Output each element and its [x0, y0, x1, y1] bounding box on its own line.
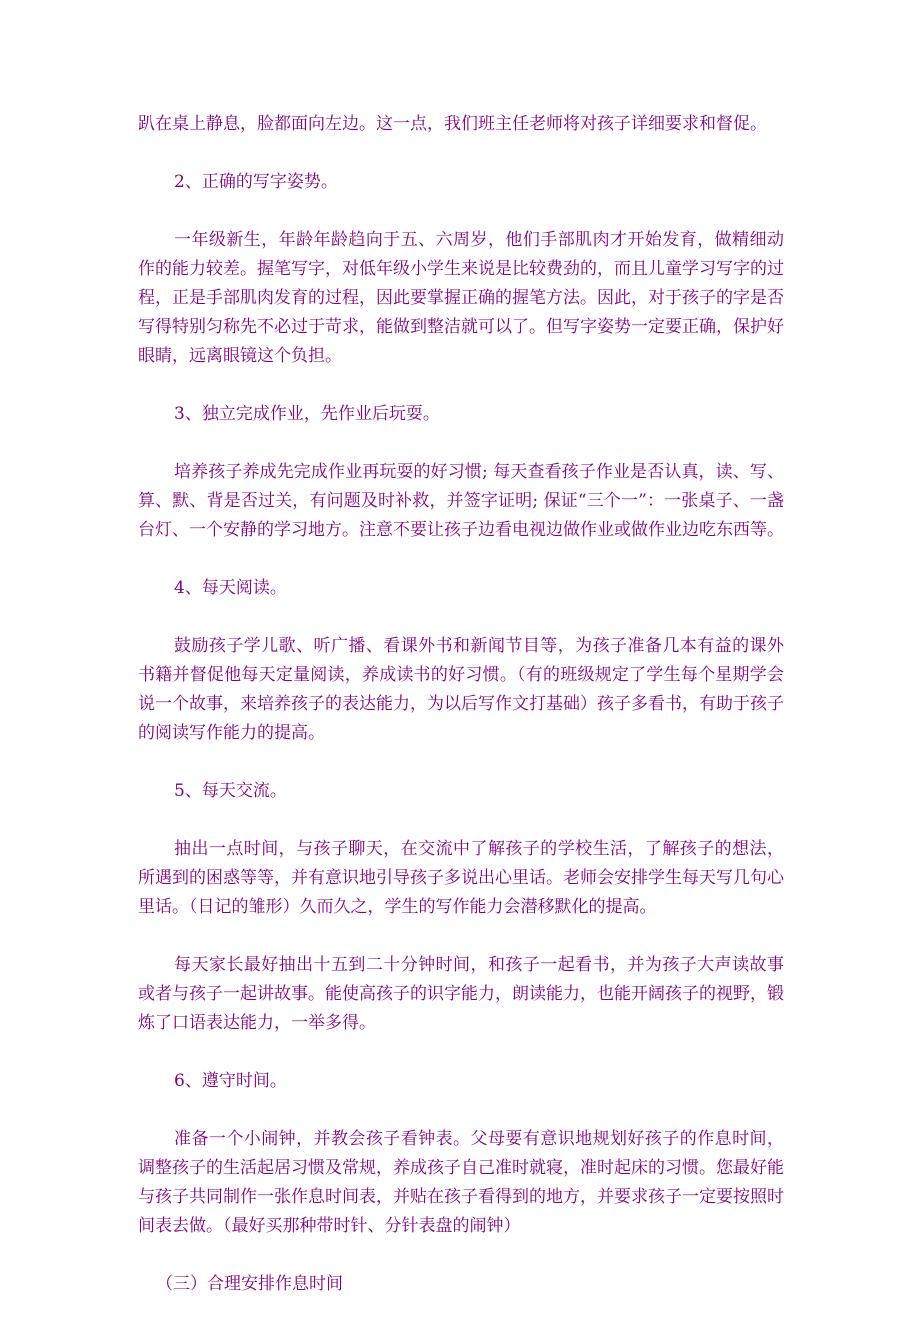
heading-daily-reading: 4、每天阅读。 — [174, 578, 287, 598]
heading-homework: 3、独立完成作业，先作业后玩耍。 — [174, 404, 440, 424]
heading-writing-posture: 2、正确的写字姿势。 — [174, 172, 338, 192]
paragraph-parent-reading: 每天家长最好抽出十五到二十分钟时间，和孩子一起看书，并为孩子大声读故事或者与孩子一起讲故事。能使高孩子的识字能力，朗读能力，也能开阔孩子的视野，锻炼了口语表达能力，一举多得。 — [138, 955, 784, 1033]
document-body — [138, 110, 784, 1328]
paragraph-daily-communication: 抽出一点时间，与孩子聊天，在交流中了解孩子的学校生活，了解孩子的想法，所遇到的困惑等等，并有意识地引导孩子多说出心里话。老师会安排学生每天写几句心里话。（日记的雏形）久而久之，学生的写作能力会潜移默化的提高。 — [138, 839, 784, 917]
paragraph-daily-reading: 鼓励孩子学儿歌、听广播、看课外书和新闻节目等，为孩子准备几本有益的课外书籍并督促他每天定量阅读，养成读书的好习惯。（有的班级规定了学生每个星期学会说一个故事，来培养孩子的表达能力，为以后写作文打基础）孩子多看书，有助于孩子的阅读写作能力的提高。 — [138, 636, 784, 743]
heading-keep-time: 6、遵守时间。 — [174, 1071, 287, 1091]
paragraph-keep-time: 准备一个小闹钟，并教会孩子看钟表。父母要有意识地规划好孩子的作息时间，调整孩子的生活起居习惯及常规，养成孩子自己准时就寝，准时起床的习惯。您最好能与孩子共同制作一张作息时间表，并贴在孩子看得到的地方，并要求孩子一定要按照时间表去做。（最好买那种带时针、分针表盘的闹钟） — [138, 1129, 784, 1236]
paragraph-homework: 培养孩子养成先完成作业再玩耍的好习惯; 每天查看孩子作业是否认真，读、写、算、默、背是否过关，有问题及时补救，并签字证明; 保证“三个一”：一张桌子、一盏台灯、一个安静的学习地方。注意不要让孩子边看电视边做作业或做作业边吃东西等。 — [138, 462, 784, 540]
section-heading-schedule: （三）合理安排作息时间 — [156, 1274, 343, 1294]
paragraph-rest-posture: 趴在桌上静息，脸都面向左边。这一点，我们班主任老师将对孩子详细要求和督促。 — [138, 114, 767, 134]
paragraph-writing-posture: 一年级新生，年龄年龄趋向于五、六周岁，他们手部肌肉才开始发育，做精细动作的能力较差。握笔写字，对低年级小学生来说是比较费劲的，而且儿童学习写字的过程，正是手部肌肉发育的过程，因此要掌握正确的握笔方法。因此，对于孩子的字是否写得特别匀称先不必过于苛求，能做到整洁就可以了。但写字姿势一定要正确，保护好眼睛，远离眼镜这个负担。 — [138, 230, 784, 366]
heading-daily-communication: 5、每天交流。 — [174, 781, 287, 801]
